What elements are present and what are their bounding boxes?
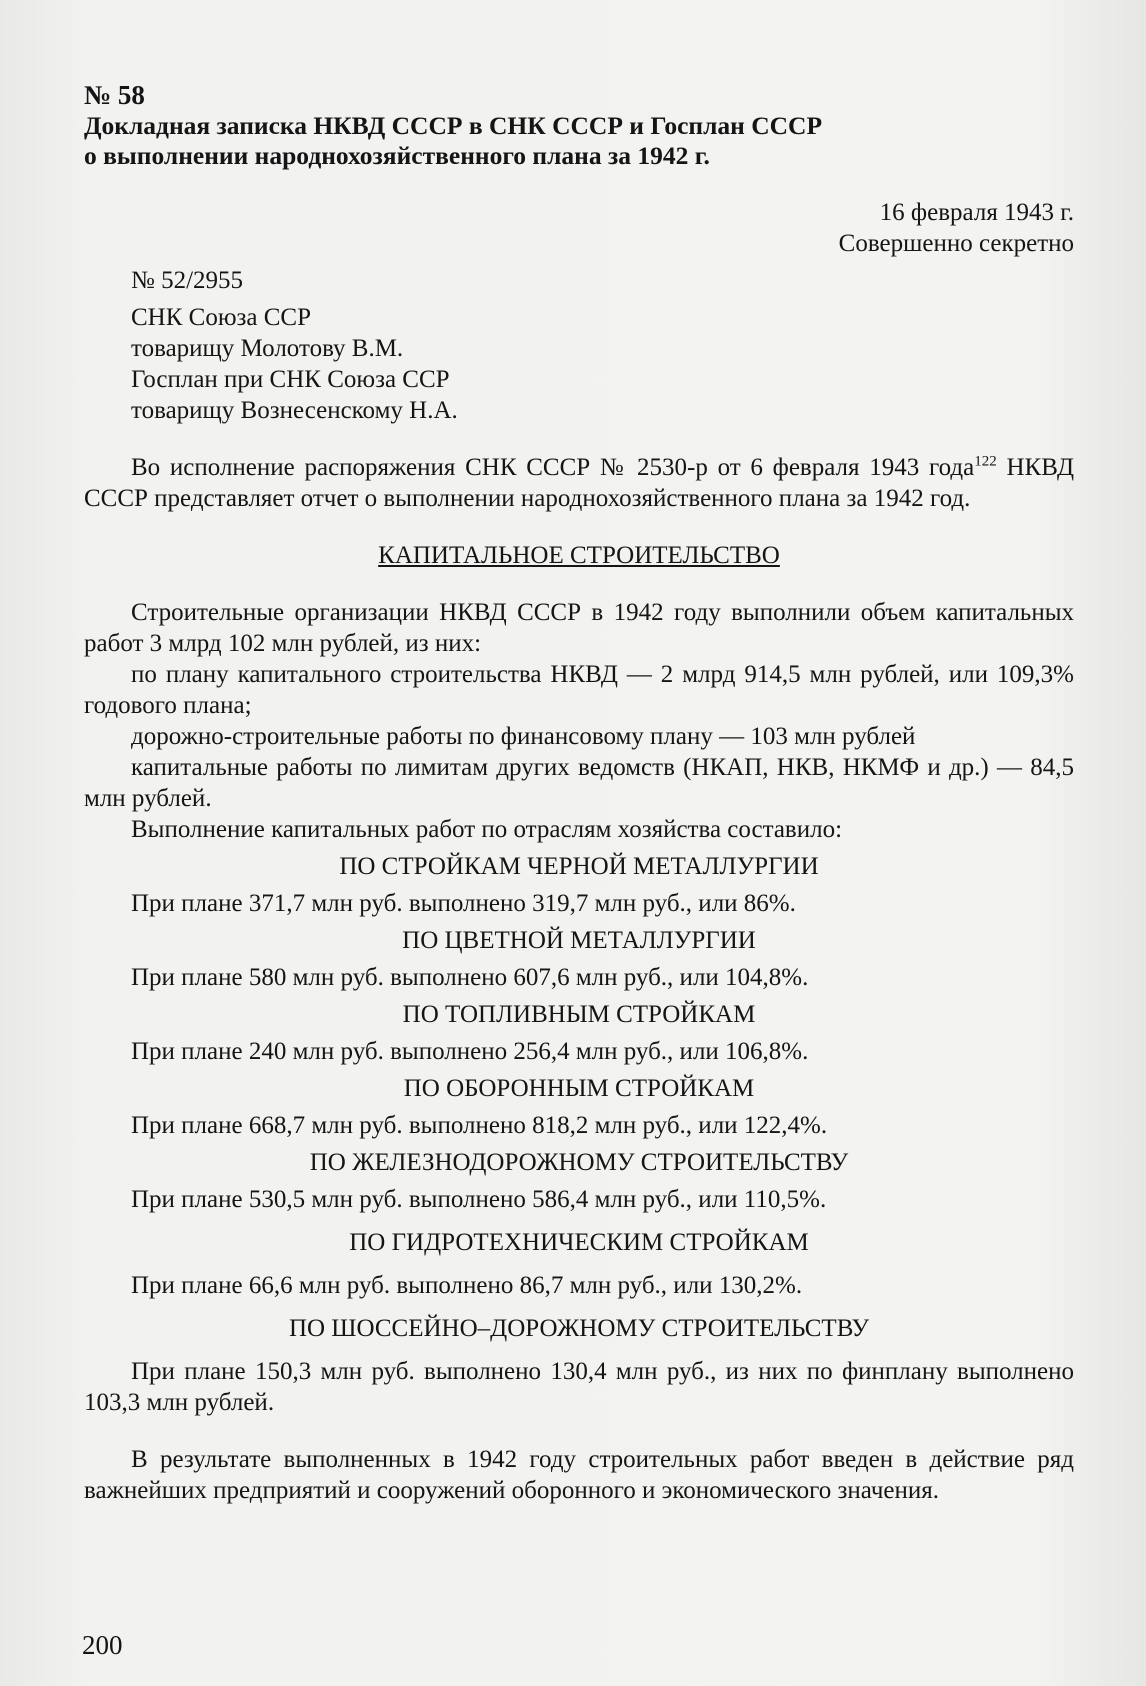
document-number: № 58 bbox=[84, 80, 145, 110]
intro-text-end: НКВД СССР представляет отчет о выполнении народнохозяйственного плана за 1942 год. bbox=[84, 454, 1074, 512]
document-body bbox=[84, 80, 1074, 1506]
addressee-line: СНК Союза ССР bbox=[131, 304, 311, 331]
branch-heading: ПО СТРОЙКАМ ЧЕРНОЙ МЕТАЛЛУРГИИ bbox=[339, 853, 819, 880]
result-paragraph: В результате выполненных в 1942 году строительных работ введен в действие ряд важнейших предприятий и сооружений оборонного и экономического значения. bbox=[84, 1446, 1074, 1504]
branch-heading: ПО ЦВЕТНОЙ МЕТАЛЛУРГИИ bbox=[402, 927, 756, 954]
branch-result: При плане 580 млн руб. выполнено 607,6 млн руб., или 104,8%. bbox=[131, 964, 809, 991]
summary-paragraph: Строительные организации НКВД СССР в 1942 году выполнили объем капитальных работ 3 млрд 102 млн рублей, из них: bbox=[84, 599, 1074, 657]
section-heading-text: КАПИТАЛЬНОЕ СТРОИТЕЛЬСТВО bbox=[378, 542, 780, 569]
branch-result: При плане 150,3 млн руб. выполнено 130,4 млн руб., из них по финплану выполнено 103,3 млн рублей. bbox=[84, 1358, 1074, 1416]
branch-heading: ПО ГИДРОТЕХНИЧЕСКИМ СТРОЙКАМ bbox=[349, 1229, 809, 1256]
title-line-1: Докладная записка НКВД СССР в СНК СССР и Госплан СССР bbox=[84, 111, 823, 140]
branch-heading: ПО ОБОРОННЫМ СТРОЙКАМ bbox=[403, 1075, 755, 1102]
addressee-line: Госплан при СНК Союза ССР bbox=[131, 366, 450, 393]
footnote-reference: 122 bbox=[974, 453, 997, 470]
branch-intro: Выполнение капитальных работ по отраслям хозяйства составило: bbox=[131, 816, 843, 843]
intro-paragraph bbox=[84, 452, 1074, 514]
branch-result: При плане 240 млн руб. выполнено 256,4 млн руб., или 106,8%. bbox=[131, 1038, 809, 1065]
branch-heading: ПО ШОССЕЙНО–ДОРОЖНОМУ СТРОИТЕЛЬСТВУ bbox=[288, 1315, 870, 1342]
addressee-line: товарищу Вознесенскому Н.А. bbox=[131, 397, 458, 424]
document-date: 16 февраля 1943 г. bbox=[879, 199, 1074, 226]
title-line-2: о выполнении народнохозяйственного плана за 1942 г. bbox=[84, 141, 710, 170]
branch-heading: ПО ТОПЛИВНЫМ СТРОЙКАМ bbox=[402, 1001, 756, 1028]
branch-result: При плане 530,5 млн руб. выполнено 586,4 млн руб., или 110,5%. bbox=[131, 1186, 827, 1213]
summary-item: дорожно-строительные работы по финансовому плану — 103 млн рублей bbox=[131, 723, 916, 750]
addressee-line: товарищу Молотову В.М. bbox=[131, 335, 404, 362]
branch-result: При плане 668,7 млн руб. выполнено 818,2 млн руб., или 122,4%. bbox=[131, 1112, 828, 1139]
classification-mark: Совершенно секретно bbox=[838, 230, 1074, 257]
document-title bbox=[84, 111, 1074, 171]
summary-item: капитальные работы по лимитам других ведомств (НКАП, НКВ, НКМФ и др.) — 84,5 млн рублей. bbox=[84, 754, 1074, 812]
branch-result: При плане 66,6 млн руб. выполнено 86,7 млн руб., или 130,2%. bbox=[131, 1272, 803, 1299]
page-number: 200 bbox=[82, 1630, 123, 1660]
branch-heading: ПО ЖЕЛЕЗНОДОРОЖНОМУ СТРОИТЕЛЬСТВУ bbox=[309, 1149, 849, 1176]
section-heading bbox=[84, 540, 1074, 571]
summary-item: по плану капитального строительства НКВД — 2 млрд 914,5 млн рублей, или 109,3% годового плана; bbox=[84, 661, 1074, 719]
registration-number: № 52/2955 bbox=[131, 267, 244, 294]
addressee-block bbox=[84, 302, 1074, 426]
branch-result: При плане 371,7 млн руб. выполнено 319,7 млн руб., или 86%. bbox=[131, 890, 796, 917]
intro-text-start: Во исполнение распоряжения СНК СССР № 2530-р от 6 февраля 1943 года bbox=[131, 454, 975, 481]
